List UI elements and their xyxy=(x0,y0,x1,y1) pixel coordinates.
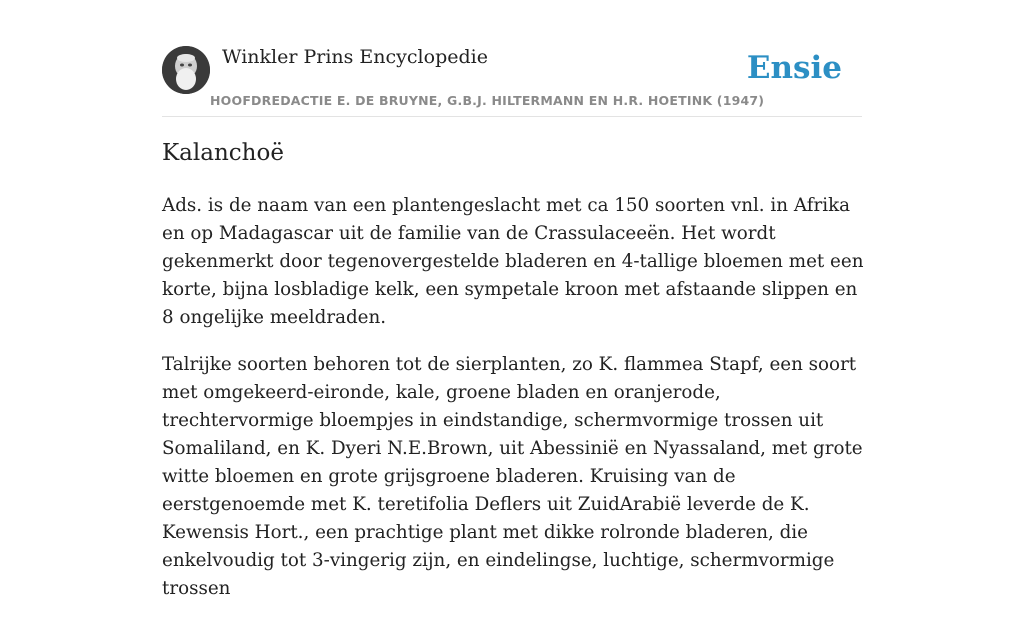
author-avatar[interactable] xyxy=(162,46,210,94)
article-paragraph: Ads. is de naam van een plantengeslacht met ca 150 soorten vnl. in Afrika en op Madagascar uit de familie van de Crassulaceeën. Het wordt gekenmerkt door tegenovergestelde bladeren en 4-tallige bloemen met een korte, bijna losbladige kelk, een sympetale kroon met afstaande slippen en 8 ongelijke meeldraden. xyxy=(162,195,864,328)
article-paragraph: Talrijke soorten behoren tot de sierplanten, zo K. flammea Stapf, een soort met omgekeerd-eironde, kale, groene bladen en oranjerode, trechtervormige bloempjes in eindstandige, schermvormige trossen uit Somaliland, en K. Dyeri N.E.Brown, uit Abessinië en Nyassaland, met grote witte bloemen en grote grijsgroene bladeren. Kruising van de eerstgenoemde met K. teretifolia Deflers uit ZuidArabië leverde de K. Kewensis Hort., een prachtige plant met dikke rolronde bladeren, die enkelvoudig tot 3-vingerig zijn, en eindelingse, luchtige, schermvormige trossen xyxy=(162,354,863,599)
brand-name[interactable]: Winkler Prins Encyclopedie xyxy=(222,46,488,68)
page-title: Kalanchoë xyxy=(162,140,284,166)
editors-subtitle: HOOFDREDACTIE E. DE BRUYNE, G.B.J. HILTERMANN EN H.R. HOETINK (1947) xyxy=(210,93,765,108)
article-body xyxy=(162,192,874,622)
portrait-image xyxy=(162,46,210,94)
ensie-logo[interactable]: Ensie xyxy=(746,50,842,86)
site-header xyxy=(162,46,862,117)
